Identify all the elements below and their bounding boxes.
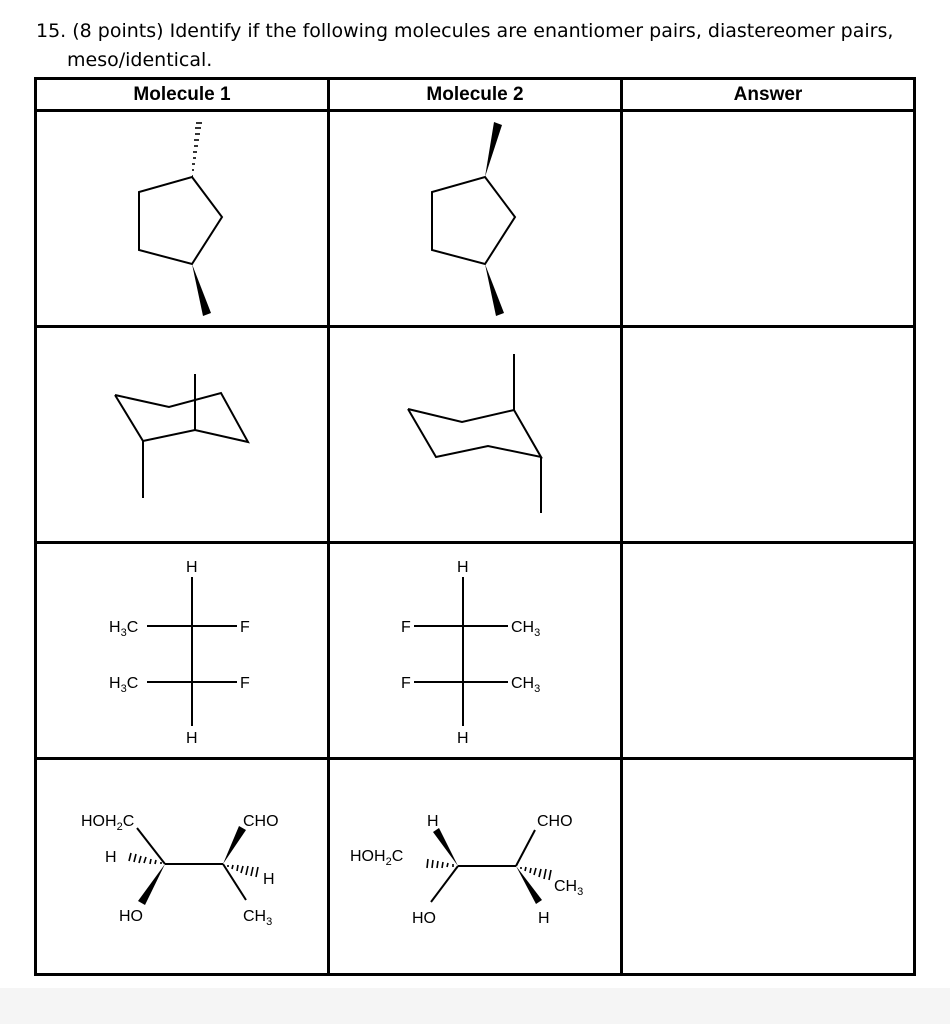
cyclopentane-ring — [432, 177, 515, 264]
row2-molecule2-cell — [329, 327, 622, 543]
chair-ring — [115, 393, 248, 442]
row3-molecule2-structure — [330, 544, 620, 757]
group-hashright: H — [263, 871, 275, 888]
header-molecule-1: Molecule 1 — [36, 79, 329, 111]
group-topright: CHO — [243, 813, 279, 830]
group-right-2: F — [240, 675, 250, 692]
table-row — [36, 543, 915, 759]
row2-molecule1-structure — [37, 328, 327, 541]
group-right-2: $CH_3$ — [511, 675, 541, 695]
hash-bond — [521, 867, 551, 880]
group-bottomright: $CH_3$ — [243, 908, 273, 928]
wedge-bond — [192, 264, 211, 316]
group-bottomleft: HO — [412, 910, 436, 927]
row1-molecule1-cell — [36, 111, 329, 327]
atom-top-h: H — [457, 559, 469, 576]
group-top-h: H — [427, 813, 439, 830]
table-row — [36, 759, 915, 975]
question-line-1: 15. (8 points) Identify if the following molecules are enantiomer pairs, diastereomer pairs, — [36, 20, 894, 42]
row3-molecule2-cell — [329, 543, 622, 759]
hash-bond — [427, 859, 453, 868]
group-hashleft: $HOH_2C$ — [350, 848, 404, 868]
group-left-1: $H_3C$ — [109, 619, 139, 639]
wedge-bond — [485, 264, 504, 316]
question-text — [36, 17, 916, 75]
table-row — [36, 327, 915, 543]
row4-molecule2-cell — [329, 759, 622, 975]
header-answer: Answer — [622, 79, 915, 111]
row3-molecule1-cell — [36, 543, 329, 759]
bond — [516, 830, 535, 866]
row1-molecule2-structure — [330, 112, 620, 325]
hash-bond — [192, 123, 202, 176]
atom-bottom-h: H — [457, 730, 469, 747]
group-right-1: $CH_3$ — [511, 619, 541, 639]
group-left-1: F — [401, 619, 411, 636]
group-left-2: F — [401, 675, 411, 692]
atom-bottom-h: H — [186, 730, 198, 747]
row1-answer-cell[interactable] — [622, 111, 915, 327]
group-right-1: F — [240, 619, 250, 636]
wedge-bond — [223, 826, 246, 864]
group-bottomleft: HO — [119, 908, 143, 925]
cyclopentane-ring — [139, 177, 222, 264]
row3-answer-cell[interactable] — [622, 543, 915, 759]
atom-top-h: H — [186, 559, 198, 576]
hash-bond — [129, 853, 161, 864]
group-bottomright: H — [538, 910, 550, 927]
header-molecule-2: Molecule 2 — [329, 79, 622, 111]
wedge-bond — [433, 828, 458, 866]
row4-molecule2-structure — [330, 760, 620, 973]
row2-molecule2-structure — [330, 328, 620, 541]
group-left-2: $H_3C$ — [109, 675, 139, 695]
group-hashright: $CH_3$ — [554, 878, 584, 898]
group-topright: CHO — [537, 813, 573, 830]
row2-answer-cell[interactable] — [622, 327, 915, 543]
row1-molecule2-cell — [329, 111, 622, 327]
row4-molecule1-structure — [37, 760, 327, 973]
bond — [137, 828, 165, 864]
bond — [431, 866, 458, 902]
group-topleft: $HOH_2C$ — [81, 813, 135, 833]
table-row — [36, 111, 915, 327]
row4-molecule1-cell — [36, 759, 329, 975]
row2-molecule1-cell — [36, 327, 329, 543]
wedge-bond — [138, 864, 165, 905]
chair-ring — [408, 409, 541, 457]
question-line-2: meso/identical. — [67, 49, 213, 71]
page-footer-band — [0, 988, 950, 1024]
wedge-bond — [516, 866, 542, 904]
hash-bond — [228, 865, 258, 877]
group-hashleft: H — [105, 849, 117, 866]
wedge-bond — [485, 122, 502, 177]
row3-molecule1-structure — [37, 544, 327, 757]
molecule-table — [34, 77, 916, 976]
row1-molecule1-structure — [37, 112, 327, 325]
row4-answer-cell[interactable] — [622, 759, 915, 975]
header-row — [36, 79, 915, 111]
